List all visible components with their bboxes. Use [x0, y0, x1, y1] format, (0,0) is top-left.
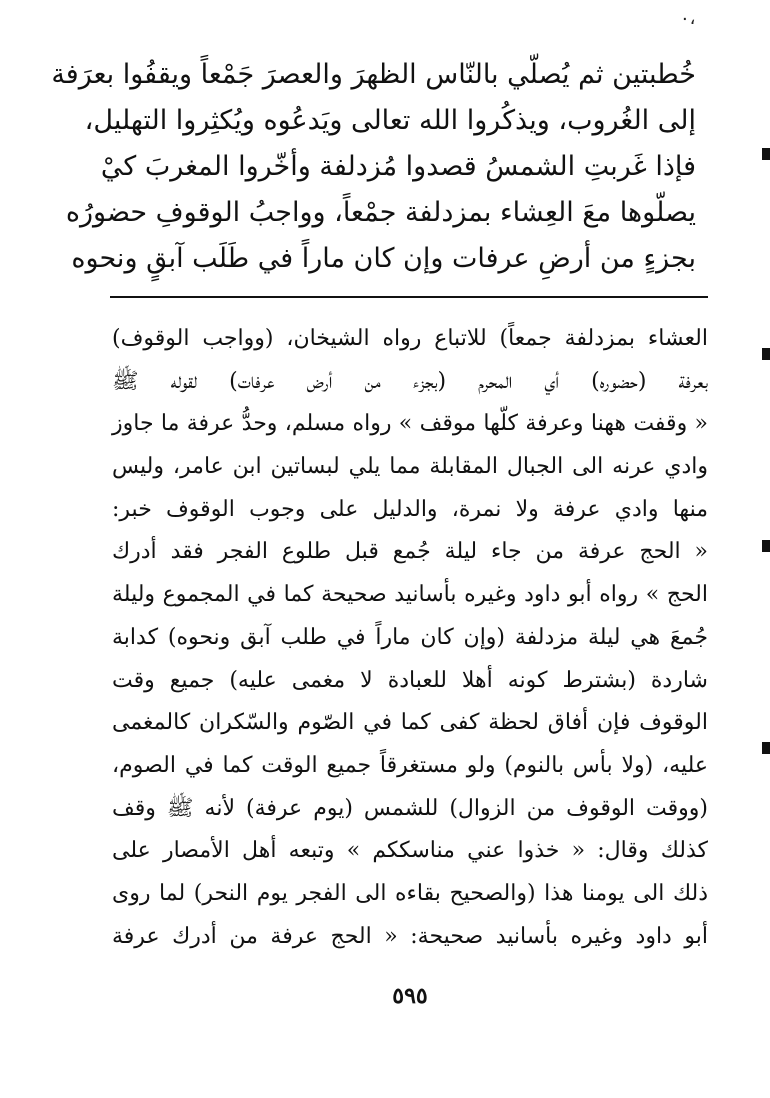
main-text-line: فإذا غَربتِ الشمسُ قصدوا مُزدلفة وأخّروا المغربَ كيْ	[100, 151, 696, 182]
page-number: ٥٩٥	[392, 983, 428, 1009]
commentary-line: العشاء بمزدلفة جمعاً) للاتباع رواه الشيخان، (وواجب الوقوف)	[112, 326, 708, 351]
main-text-block	[51, 52, 696, 282]
corner-mark: ٠،	[680, 8, 696, 29]
separator-rule	[110, 296, 708, 298]
main-text-line: خُطبتين ثم يُصلّي بالنّاس الظهرَ والعصرَ جَمْعاً ويقفُوا بعرَفة	[51, 59, 696, 90]
margin-mark	[762, 540, 770, 552]
commentary-line: شاردة (بشترط كونه أهلا للعبادة لا مغمى عليه) جميع وقت	[112, 667, 708, 693]
commentary-line: ذلك الى يومنا هذا (والصحيح بقاءه الى الفجر يوم النحر) لما روى	[112, 880, 708, 906]
commentary-line: « وقفت ههنا وعرفة كلّها موقف » رواه مسلم، وحدُّ عرفة ما جاوز	[112, 411, 708, 437]
commentary-line: جُمعَ هي ليلة مزدلفة (وإن كان ماراً في طلب آبق ونحوه) كدابة	[112, 624, 708, 650]
main-text-line: إلى الغُروب، ويذكُروا الله تعالى ويَدعُوه ويُكثِروا التهليل،	[84, 105, 696, 136]
commentary-line: منها وادي عرفة ولا نمرة، والدليل على وجوب الوقوف خبر:	[112, 496, 708, 522]
commentary-block	[112, 318, 708, 958]
commentary-line: (ووقت الوقوف من الزوال) للشمس (يوم عرفة) لأنه ﷺ وقف	[112, 795, 708, 821]
commentary-line: بعرفة (حضوره) أي المحرم (بجزء من أرض عرفات) لقوله ﷺ	[112, 368, 708, 394]
margin-mark	[762, 742, 770, 754]
commentary-line: أبو داود وغيره بأسانيد صحيحة: « الحج عرفة من أدرك عرفة	[112, 923, 708, 949]
commentary-line: « الحج عرفة من جاء ليلة جُمع قبل طلوع الفجر فقد أدرك	[112, 539, 708, 565]
commentary-line: عليه، (ولا بأس بالنوم) ولو مستغرقاً جميع الوقت كما في الصوم،	[112, 752, 708, 778]
main-text-line: بجزءٍ من أرضِ عرفات وإن كان ماراً في طَلَب آبقٍ ونحوه	[71, 243, 696, 274]
commentary-line: كذلك وقال: « خذوا عني مناسككم » وتبعه أهل الأمصار على	[112, 838, 708, 864]
commentary-line: وادي عرنه الى الجبال المقابلة مما يلي لبساتين ابن عامر، وليس	[112, 454, 708, 480]
commentary-line: الحج » رواه أبو داود وغيره بأسانيد صحيحة كما في المجموع وليلة	[112, 582, 708, 608]
margin-mark	[762, 348, 770, 360]
margin-mark	[762, 148, 770, 160]
commentary-line: الوقوف فإن أفاق لحظة كفى كما في الصّوم والسّكران كالمغمى	[112, 710, 708, 736]
main-text-line: يصلّوها معَ العِشاء بمزدلفة جمْعاً، وواجبُ الوقوفِ حضورُه	[65, 197, 696, 228]
